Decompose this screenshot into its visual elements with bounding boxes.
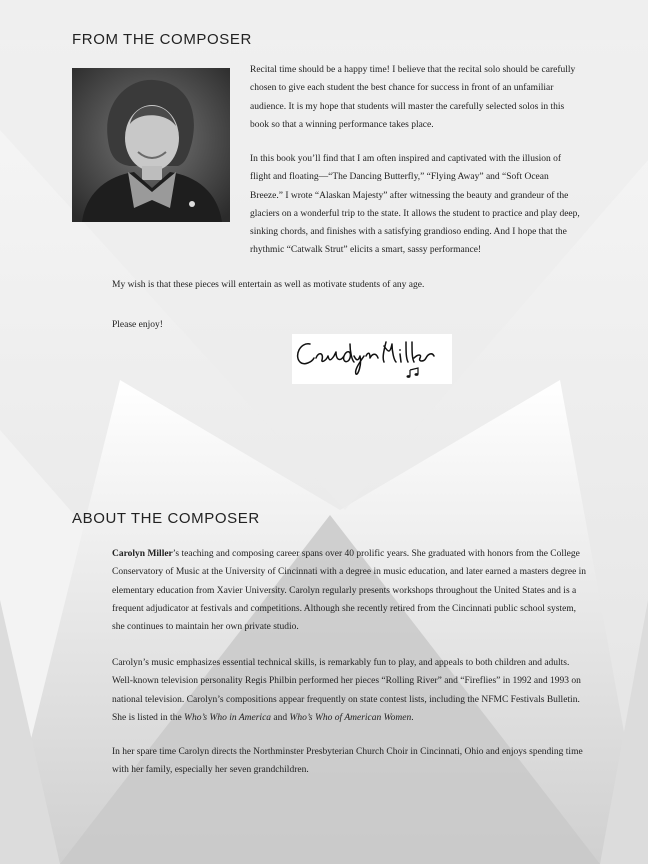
whos-who-america: Who’s Who in America: [184, 712, 272, 723]
about-composer-paragraph-1: [112, 545, 587, 636]
from-composer-paragraph-1: Recital time should be a happy time! I believe that the recital solo should be carefully chosen to give each student the best chance for success in front of an unfamiliar audience. It is my hope that students will master the carefully selected solos in this book so that a winning performance takes place.: [250, 65, 576, 130]
from-composer-paragraph-4: Please enjoy!: [112, 320, 163, 330]
about-p2-end: .: [411, 712, 414, 723]
about-p1-text: ’s teaching and composing career spans over 40 prolific years. She graduated with honors from the College Conservatory of Music at the University of Cincinnati with a degree in music education, and later earned a masters degree in elementary education from Xavier University. Carolyn regularly presents workshops throughout the United States and is a frequent adjudicator at festivals and competitions. Although she recently retired from the Cincinnati public school system, she continues to maintain her own private studio.: [112, 549, 587, 633]
about-composer-paragraph-2: [112, 654, 587, 727]
about-p2-text: Carolyn’s music emphasizes essential technical skills, is remarkably fun to play, and appeals to both children and adults. Well-known television personality Regis Philbin performed her pieces “Rolling River” and “Fireflies” in 1992 and 1993 on national television. Carolyn’s compositions appear frequently on state contest lists, including the NFMC Festivals Bulletin. She is listed in the: [112, 658, 581, 723]
about-composer-paragraph-3: In her spare time Carolyn directs the Northminster Presbyterian Church Choir in Cincinnati, Ohio and enjoys spending time with her family, especially her seven grandchildren.: [112, 747, 583, 776]
from-composer-paragraph-3: My wish is that these pieces will entertain as well as motivate students of any age.: [112, 280, 425, 290]
composer-photo: [72, 68, 230, 222]
about-composer-heading: ABOUT THE COMPOSER: [72, 510, 260, 527]
from-composer-heading: FROM THE COMPOSER: [72, 31, 252, 48]
whos-who-women: Who’s Who of American Women: [289, 712, 412, 723]
composer-name: Carolyn Miller: [112, 549, 173, 559]
composer-signature: [292, 334, 452, 384]
about-p2-and: and: [271, 712, 290, 723]
from-composer-paragraph-2: In this book you’ll find that I am often inspired and captivated with the illusion of flight and floating—“The Dancing Butterfly,” “Flying Away” and “Soft Ocean Breeze.” I wrote “Alaskan Majesty” after witnessing the beauty and grandeur of the glaciers on a wonderful trip to the state. It allows the student to practice and play deep, sinking chords, and finishes with a satisfying grandioso ending. And I hope that the rhythmic “Catwalk Strut” elicits a smart, sassy performance!: [250, 154, 580, 256]
